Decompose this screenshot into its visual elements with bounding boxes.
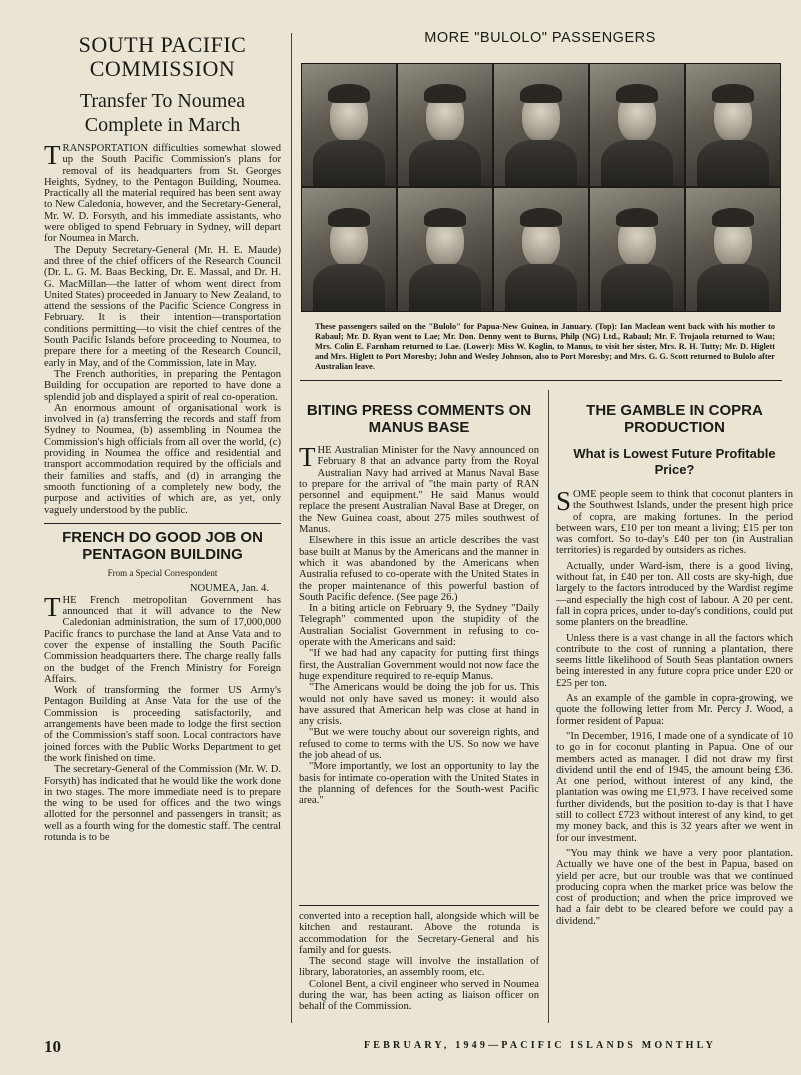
paragraph: "You may think we have a very poor plantation. Actually we have one of the best in Papua, based on yield per acre, but our trouble was that we continued producing copra when the market price was below the cost of production; and when the price improved we had a fair debt to be cleared before we could pay a dividend." <box>556 847 793 927</box>
headline-manus-base: MANUS BASE <box>368 419 470 436</box>
paragraph: Colonel Bent, a civil engineer who served in Noumea during the war, has been acting as liaison officer on behalf of the Commission. <box>299 978 539 1013</box>
section-divider <box>299 905 539 906</box>
paragraph: converted into a reception hall, alongside which will be kitchen and restaurant. Above the rotunda is accommodation for the Secretary-General and his family and for guests. <box>299 911 539 956</box>
paragraph: THE Australian Minister for the Navy announced on February 8 that an advance party from the Royal Australian Navy had arrived at Manus Naval Base to prepare for the arrival of "the main party of RAN personnel and equipment." He said Manus would replace the present Australian Naval Base at Dreger, on the New Guinea coast, about 275 miles southwest of Manus. <box>299 442 539 536</box>
continuation-column <box>299 911 539 1013</box>
drop-cap: T <box>299 442 316 472</box>
paragraph: SOME people seem to think that coconut planters in the Southwest Islands, under the present high price of copra, are making fortunes. In the period between wars, £10 per ton meant a living; £15 per ton was comfort. So to-day's £40 per ton (in Australian territories) is regarded by outsiders as riches. <box>556 486 793 557</box>
column-divider <box>548 390 549 1023</box>
headline-production: PRODUCTION <box>624 419 725 436</box>
headline-gamble-copra: THE GAMBLE IN COPRA <box>586 402 763 419</box>
paragraph: As an example of the gamble in copra-growing, we quote the following letter from Mr. Percy J. Wood, a former resident of Papua: <box>556 693 793 727</box>
paragraph: "More importantly, we lost an opportunity to lay the basis for intimate co-operation with the United States in the planning of defences for the South-west Pacific area." <box>299 761 539 807</box>
running-head: FEBRUARY, 1949—PACIFIC ISLANDS MONTHLY <box>364 1040 717 1051</box>
paragraph: Actually, under Ward-ism, there is a good living, without fat, in £40 per ton. All costs are sky-high, due largely to the factors introduced by the Wardist regime —and especially the high cost of labour. A 20 per cent. fall in copra prices, under to-day's conditions, could put some planters on the breadline. <box>556 560 793 629</box>
subhead-transfer: Transfer To Noumea <box>79 90 246 112</box>
passenger-photo <box>686 64 780 186</box>
passenger-photo <box>686 188 780 311</box>
section-divider <box>300 380 782 381</box>
paragraph: An enormous amount of organisational work is involved in (a) transferring the records and staff from Sydney to Noumea, (b) assembling in Noumea the Commission's high officials from all over the world, (c) providing in Noumea the office and residential and transport accommodation required by the officials and their families and staffs, and (d) in arranging the smooth functioning of a completely new body, the purpose and activities of which are, as yet, only vaguely understood by the public. <box>44 402 281 516</box>
page-number: 10 <box>44 1037 61 1056</box>
headline-biting-press: BITING PRESS COMMENTS ON <box>306 402 532 419</box>
drop-cap: T <box>44 591 61 622</box>
passenger-photo <box>302 64 396 186</box>
paragraph: Elsewhere in this issue an article describes the vast base built at Manus by the Americans and the manner in which it was abandoned by the Americans when Australia refused to co-operate with the United States in the proper maintenance of this powerful bastion of South Pacific defence. (See page 26.) <box>299 535 539 603</box>
dateline: NOUMEA, Jan. 4. <box>189 582 269 594</box>
paragraph: TRANSPORTATION difficulties somewhat slowed up the South Pacific Commission's plans for removal of its headquarters from St. Georges Heights, Sydney, to the Pentagon Building, Noumea. Practically all the material required has been sent away to New Caledonia, however, and the Secretary-General, Mr. W. D. Forsyth, and his immediate assistants, who were obliged to spend February in Sydney, will depart for Noumea in March. <box>44 140 281 245</box>
paragraph: "But we were touchy about our sovereign rights, and refused to come to terms with the US. So now we have the job ahead of us. <box>299 727 539 762</box>
paragraph: "The Americans would be doing the job for us. This would not only have saved us money: it would also have assured that American help was close at hand in any crisis. <box>299 682 539 728</box>
paragraph: Unless there is a vast change in all the factors which contribute to the cost of running a plantation, there seems little likelihood of South Seas plantation owners being interested in any future copra price under £20 or £25 per ton. <box>556 632 793 689</box>
photo-grid <box>301 63 781 312</box>
paragraph: The secretary-General of the Commission (Mr. W. D. Forsyth) has indicated that he would like the work done in two stages. The more immediate need is to prepare the wing to be used for offices and the two wings allotted for the personnel and passengers in transit; as well as a fourth wing for the domestic staff. The central rotunda is to be <box>44 764 281 844</box>
subhead-price: Price? <box>654 462 695 477</box>
article-body <box>44 140 281 516</box>
manus-column <box>299 402 539 807</box>
paragraph: The Deputy Secretary-General (Mr. H. E. Maude) and three of the chief officers of the Research Council (Dr. L. G. M. Baas Becking, Dr. E. Massal, and Dr. H. G. MacMillan—the latter of whom went direct from United States) proceeded in January to New Zealand, to attend the sessions of the Pacific Science Congress in February. It is their intention—transportation conditions permitting—to visit the chief centres of the South Pacific Islands before proceeding to Noumea, to prepare there for a meeting of the Research Council, early in May, and of the Commission, late in May. <box>44 244 281 369</box>
section-divider <box>44 523 281 524</box>
passenger-photo <box>398 188 492 311</box>
copra-column <box>556 402 793 927</box>
paragraph: "If we had had any capacity for putting first things first, the Australian Government would not now face the huge expenditure required to re-equip Manus. <box>299 648 539 682</box>
passenger-photo <box>590 64 684 186</box>
subhead-complete: Complete in March <box>84 114 241 136</box>
drop-cap: T <box>44 140 61 170</box>
photo-feature-title: MORE "BULOLO" PASSENGERS <box>424 30 656 46</box>
headline-commission: COMMISSION <box>89 56 236 81</box>
photo-caption: These passengers sailed on the "Bulolo" for Papua-New Guinea, in January. (Top): Ian Maclean went back with his mother to Rabaul; Mr. D. Ryan went to Lae; Mr. Don. Denny went to Burns, Philp (NG) Ltd., Rabaul; Mr. F. Trojaola returned to Wau; Mrs. Colin E. Farnham returned to Lae. (Lower): Miss W. Koglin, to Manus, to visit her sister, Mrs. R. H. Tutty; Mr. D. Higlett and Mrs. Higlett to Port Moresby; John and Wesley Johnson, also to Port Moresby; and Mrs. G. G. Scott returned to Bulolo after Australian leave. <box>315 322 775 371</box>
paragraph: The second stage will involve the installation of library, laboratories, an assembly room, etc. <box>299 956 539 979</box>
passenger-photo <box>398 64 492 186</box>
paragraph: THE French metropolitan Government has announced that it will advance to the New Caledonian administration, the sum of 17,000,000 Pacific francs to purchase the land at Anse Vata and to cover the expense of installing the South Pacific Commission headquarters there. The charge really falls on the budget of the French Ministry for Foreign Affairs. <box>44 591 281 685</box>
paragraph: The French authorities, in preparing the Pentagon Building for occupation are reported to have done a splendid job and displayed a spirit of real co-operation. <box>44 368 281 403</box>
paragraph: Work of transforming the former US Army's Pentagon Building at Anse Vata for the use of the Commission is proceeding satisfactorily, and arrangements have been made to lodge the first section of the Commission's staff soon. Local contractors have joined forces with the Public Works Department to get the work finished on time. <box>44 685 281 764</box>
passenger-photo <box>494 64 588 186</box>
passenger-photo <box>494 188 588 311</box>
passenger-photo <box>590 188 684 311</box>
headline-pentagon: PENTAGON BUILDING <box>82 545 243 563</box>
column-divider <box>291 33 292 1023</box>
headline-south-pacific: SOUTH PACIFIC <box>78 32 247 57</box>
paragraph: In a biting article on February 9, the Sydney "Daily Telegraph" commented upon the stupidity of the Australian Socialist Government in refusing to co-operate with the Americans and said: <box>299 603 539 649</box>
headline-french: FRENCH DO GOOD JOB ON <box>62 528 263 546</box>
drop-cap: S <box>556 486 572 516</box>
paragraph: "In December, 1916, I made one of a syndicate of 10 to go in for coconut planting in Papua. One of our members acted as manager. I did not draw my first dividend until the end of 1945, the amount being £36. At one period, without interest of any kind, the plantation was owing me £1,973. I have received some further dividends, but the position to-day is that I have still to collect £723 without interest of any kind, to get my money back, and this is 32 years after we went in for our investment. <box>556 730 793 844</box>
passenger-photo <box>302 188 396 311</box>
left-column <box>44 33 281 843</box>
byline: From a Special Correspondent <box>107 567 218 578</box>
subhead-lowest-price: What is Lowest Future Profitable <box>573 446 776 461</box>
